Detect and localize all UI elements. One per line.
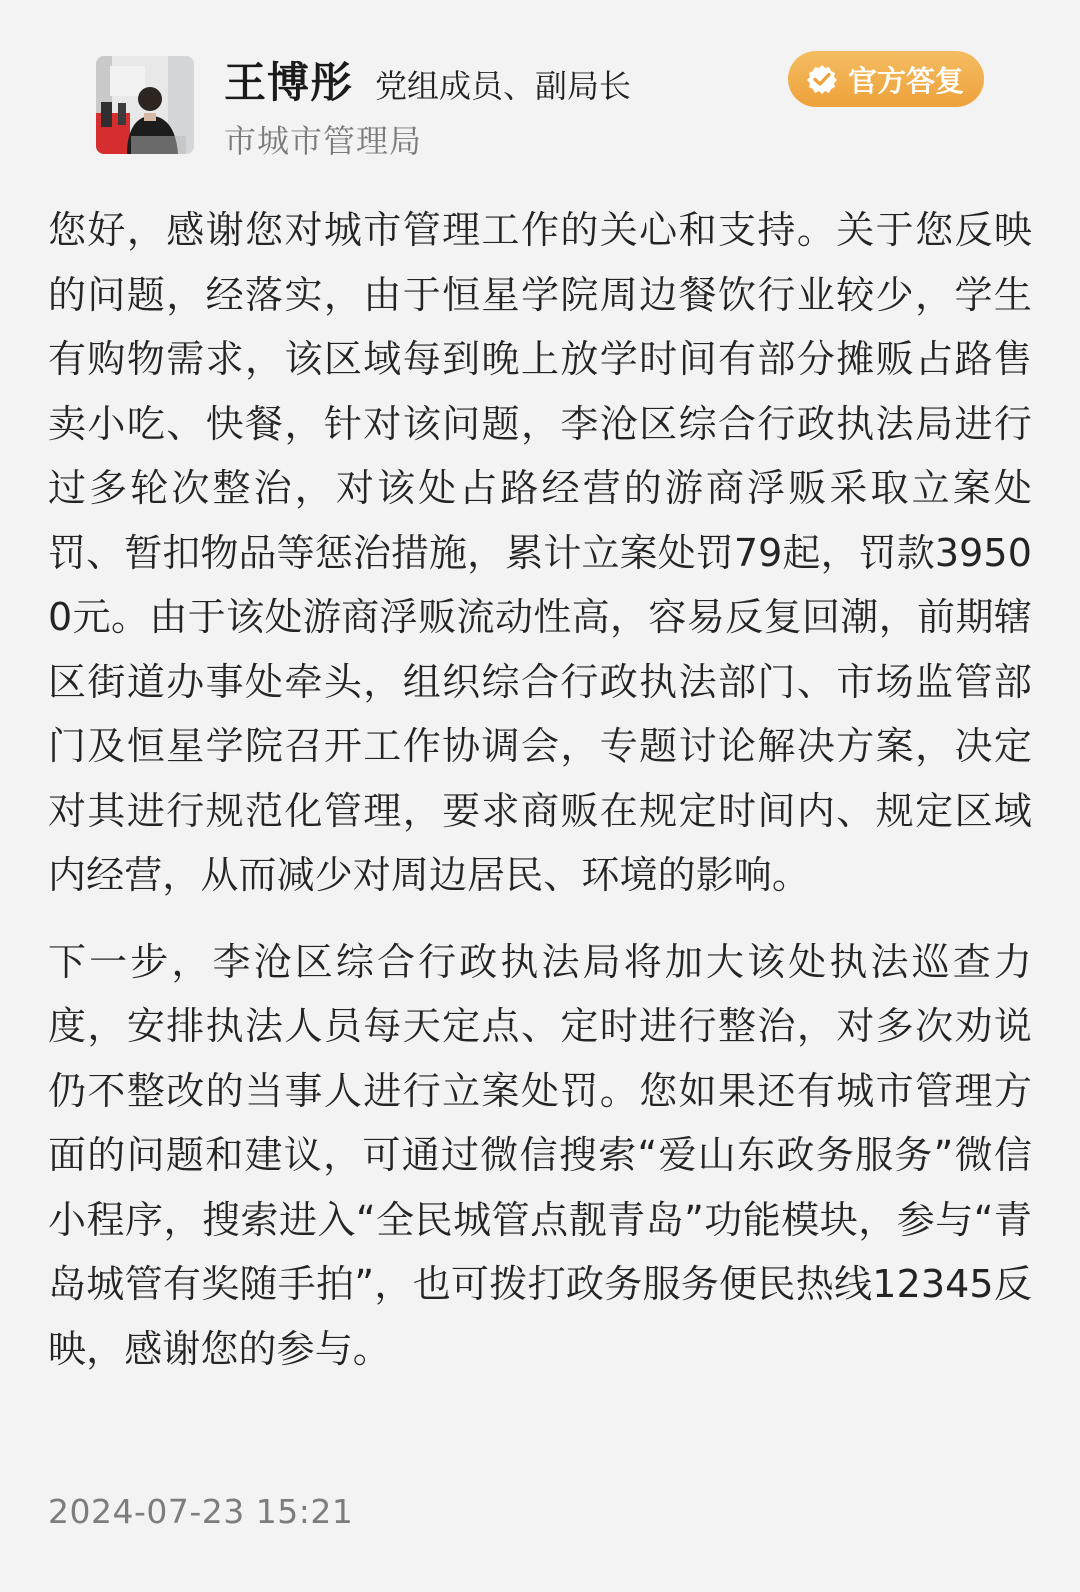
official-reply-badge-label: 官方答复 <box>847 63 964 98</box>
official-reply-badge <box>788 51 984 107</box>
person-photo-icon <box>96 56 194 154</box>
reply-paragraph-2: 下一步，李沧区综合行政执法局将加大该处执法巡查力度，安排执法人员每天定点、定时进行整治，对多次劝说仍不整改的当事人进行立案处罚。您如果还有城市管理方面的问题和建议，可通过微信搜索“爱山东政务服务”微信小程序，搜索进入“全民城管点靓青岛”功能模块，参与“青岛城管有奖随手拍”，也可拨打政务服务便民热线12345反映，感谢您的参与。 <box>48 939 1032 1371</box>
person-title: 党组成员、副局长 <box>375 67 632 105</box>
reply-paragraph-1: 您好，感谢您对城市管理工作的关心和支持。关于您反映的问题，经落实，由于恒星学院周边餐饮行业较少，学生有购物需求，该区域每到晚上放学时间有部分摊贩占路售卖小吃、快餐，针对该问题，李沧区综合行政执法局进行过多轮次整治，对该处占路经营的游商浮贩采取立案处罚、暂扣物品等惩治措施，累计立案处罚79起，罚款39500元。由于该处游商浮贩流动性高，容易反复回潮，前期辖区街道办事处牵头，组织综合行政执法部门、市场监管部门及恒星学院召开工作协调会，专题讨论解决方案，决定对其进行规范化管理，要求商贩在规定时间内、规定区域内经营，从而减少对周边居民、环境的影响。 <box>48 208 1032 897</box>
reply-header <box>48 0 1032 176</box>
organization-name: 市城市管理局 <box>224 122 423 160</box>
person-name: 王博彤 <box>224 58 354 107</box>
verified-check-icon <box>806 63 838 95</box>
avatar[interactable] <box>96 56 194 154</box>
person-name-line <box>224 50 631 110</box>
reply-timestamp: 2024-07-23 15:21 <box>48 1492 354 1531</box>
reply-content <box>48 198 1032 1381</box>
